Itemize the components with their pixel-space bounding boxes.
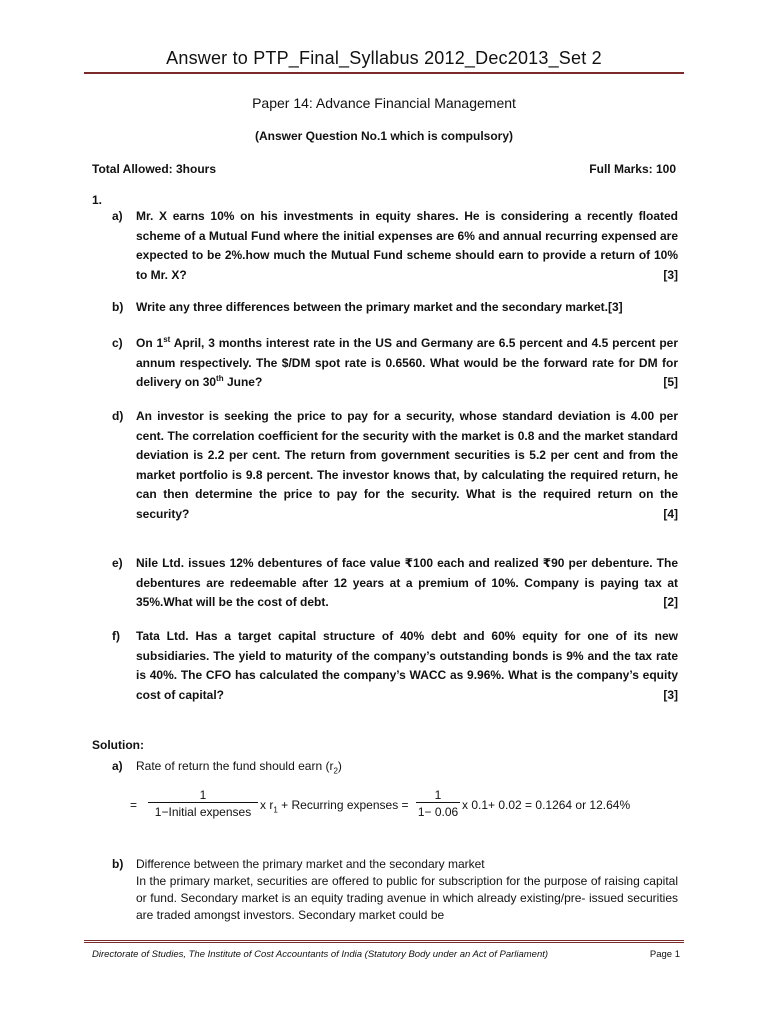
question-marks: [2] bbox=[663, 595, 678, 609]
instruction-text: (Answer Question No.1 which is compulsory) bbox=[254, 129, 514, 143]
question-label: d) bbox=[112, 409, 124, 423]
formula bbox=[130, 788, 650, 828]
document-header-title: Answer to PTP_Final_Syllabus 2012_Dec2013_Set 2 bbox=[166, 48, 602, 68]
question-marks: [3] bbox=[607, 300, 623, 314]
fraction-1 bbox=[148, 788, 258, 819]
formula-result: x 0.1+ 0.02 = 0.1264 or 12.64% bbox=[462, 798, 631, 812]
question-body: Tata Ltd. Has a target capital structure of 40% debt and 60% equity for one of its new subsidiaries. The yield to maturity of the company’s outstanding bonds is 9% and the tax rate is 40%. The CFO has calculated the company’s WACC as 9.96%. What is the company’s equity cost of capital? bbox=[136, 629, 678, 702]
formula-x-r: x r bbox=[260, 798, 274, 812]
question-item-c bbox=[112, 334, 678, 393]
question-label: e) bbox=[112, 556, 123, 570]
fraction-denominator: 1− 0.06 bbox=[416, 802, 460, 819]
fraction-denominator: 1−Initial expenses bbox=[148, 802, 258, 819]
question-text bbox=[136, 627, 678, 705]
question-label: f) bbox=[112, 629, 120, 643]
full-marks: Full Marks: 100 bbox=[589, 162, 676, 176]
formula-equals: = bbox=[130, 798, 138, 812]
question-marks: [5] bbox=[663, 375, 678, 389]
footer-text: Directorate of Studies, The Institute of Cost Accountants of India (Statutory Body under an Act of Parliament) bbox=[92, 949, 549, 960]
question-text bbox=[136, 207, 678, 285]
question-item-d bbox=[112, 407, 678, 524]
page-number: Page 1 bbox=[649, 949, 680, 960]
solution-b-paragraph: In the primary market, securities are offered to public for subscription for the purpose of raising capital or fund. Secondary market is an equity trading avenue in which already existing/pre- issued securities are traded amongst investors. Secondary market could be bbox=[136, 874, 678, 922]
question-label: c) bbox=[112, 336, 123, 350]
solution-label: b) bbox=[112, 857, 124, 871]
question-body: An investor is seeking the price to pay for a security, whose standard deviation is 4.00 per cent. The correlation coefficient for the security with the market is 0.8 and the market standard deviation is 2.2 per cent. The return from government securities is 5.2 per cent and from the market portfolio is 9.8 percent. The investor knows that, by calculating the required return, he can then determine the price to pay for the security. What is the required return on the security? bbox=[136, 409, 678, 521]
question-text bbox=[136, 298, 678, 318]
question-marks: [3] bbox=[663, 687, 678, 702]
question-number: 1. bbox=[92, 193, 103, 207]
formula-recurring: + Recurring expenses = bbox=[277, 798, 409, 812]
superscript: st bbox=[163, 335, 171, 344]
formula-middle bbox=[260, 798, 409, 814]
solution-label: a) bbox=[112, 759, 123, 773]
question-marks: [4] bbox=[663, 506, 678, 521]
question-item-b bbox=[112, 298, 678, 318]
question-body: Write any three differences between the primary market and the secondary market. bbox=[136, 300, 608, 314]
superscript: th bbox=[216, 374, 224, 383]
question-body: April, 3 months interest rate in the US and Germany are 6.5 percent and 4.5 percent per annum respectively. The $/DM spot rate is 0.6560. What would be the forward rate for DM for delivery on 30 bbox=[136, 336, 679, 389]
paper-title: Paper 14: Advance Financial Management bbox=[252, 95, 516, 111]
footer-divider bbox=[84, 940, 684, 943]
question-body: Mr. X earns 10% on his investments in equity shares. He is considering a recently floated scheme of a Mutual Fund where the initial expenses are 6% and annual recurring expensed are expected to be 2%.how much the Mutual Fund scheme should earn to provide a return of 10% to Mr. X? bbox=[136, 209, 678, 282]
question-body: Nile Ltd. issues 12% debentures of face value ₹100 each and realized ₹90 per debenture. The debentures are redeemable after 12 years at a premium of 10%. Company is paying tax at 35%.What will be the cost of debt. bbox=[136, 556, 678, 609]
time-allowed: Total Allowed: 3hours bbox=[92, 162, 217, 176]
subscript: 2 bbox=[333, 766, 338, 776]
subscript: 1 bbox=[273, 805, 278, 815]
question-item-a bbox=[112, 207, 678, 285]
solution-b-heading: Difference between the primary market and the secondary market bbox=[136, 857, 485, 871]
page-footer bbox=[92, 949, 680, 960]
question-text bbox=[136, 407, 678, 524]
exam-meta-row bbox=[92, 162, 676, 176]
question-body: On 1 bbox=[136, 336, 164, 350]
question-item-f bbox=[112, 627, 678, 705]
fraction-numerator: 1 bbox=[199, 788, 207, 802]
solution-a bbox=[112, 759, 342, 775]
solution-heading: Solution: bbox=[92, 738, 144, 752]
fraction-2 bbox=[416, 788, 460, 819]
solution-b bbox=[112, 856, 678, 924]
solution-a-text: Rate of return the fund should earn (r bbox=[136, 759, 334, 773]
solution-a-text-end: ) bbox=[337, 759, 342, 773]
fraction-numerator: 1 bbox=[434, 788, 442, 802]
question-marks: [3] bbox=[663, 267, 678, 282]
question-body: June? bbox=[223, 375, 263, 389]
question-item-e bbox=[112, 554, 678, 613]
question-text bbox=[136, 554, 678, 613]
header-divider bbox=[84, 72, 684, 74]
question-label: a) bbox=[112, 209, 123, 223]
question-label: b) bbox=[112, 300, 124, 314]
question-text bbox=[136, 334, 678, 393]
